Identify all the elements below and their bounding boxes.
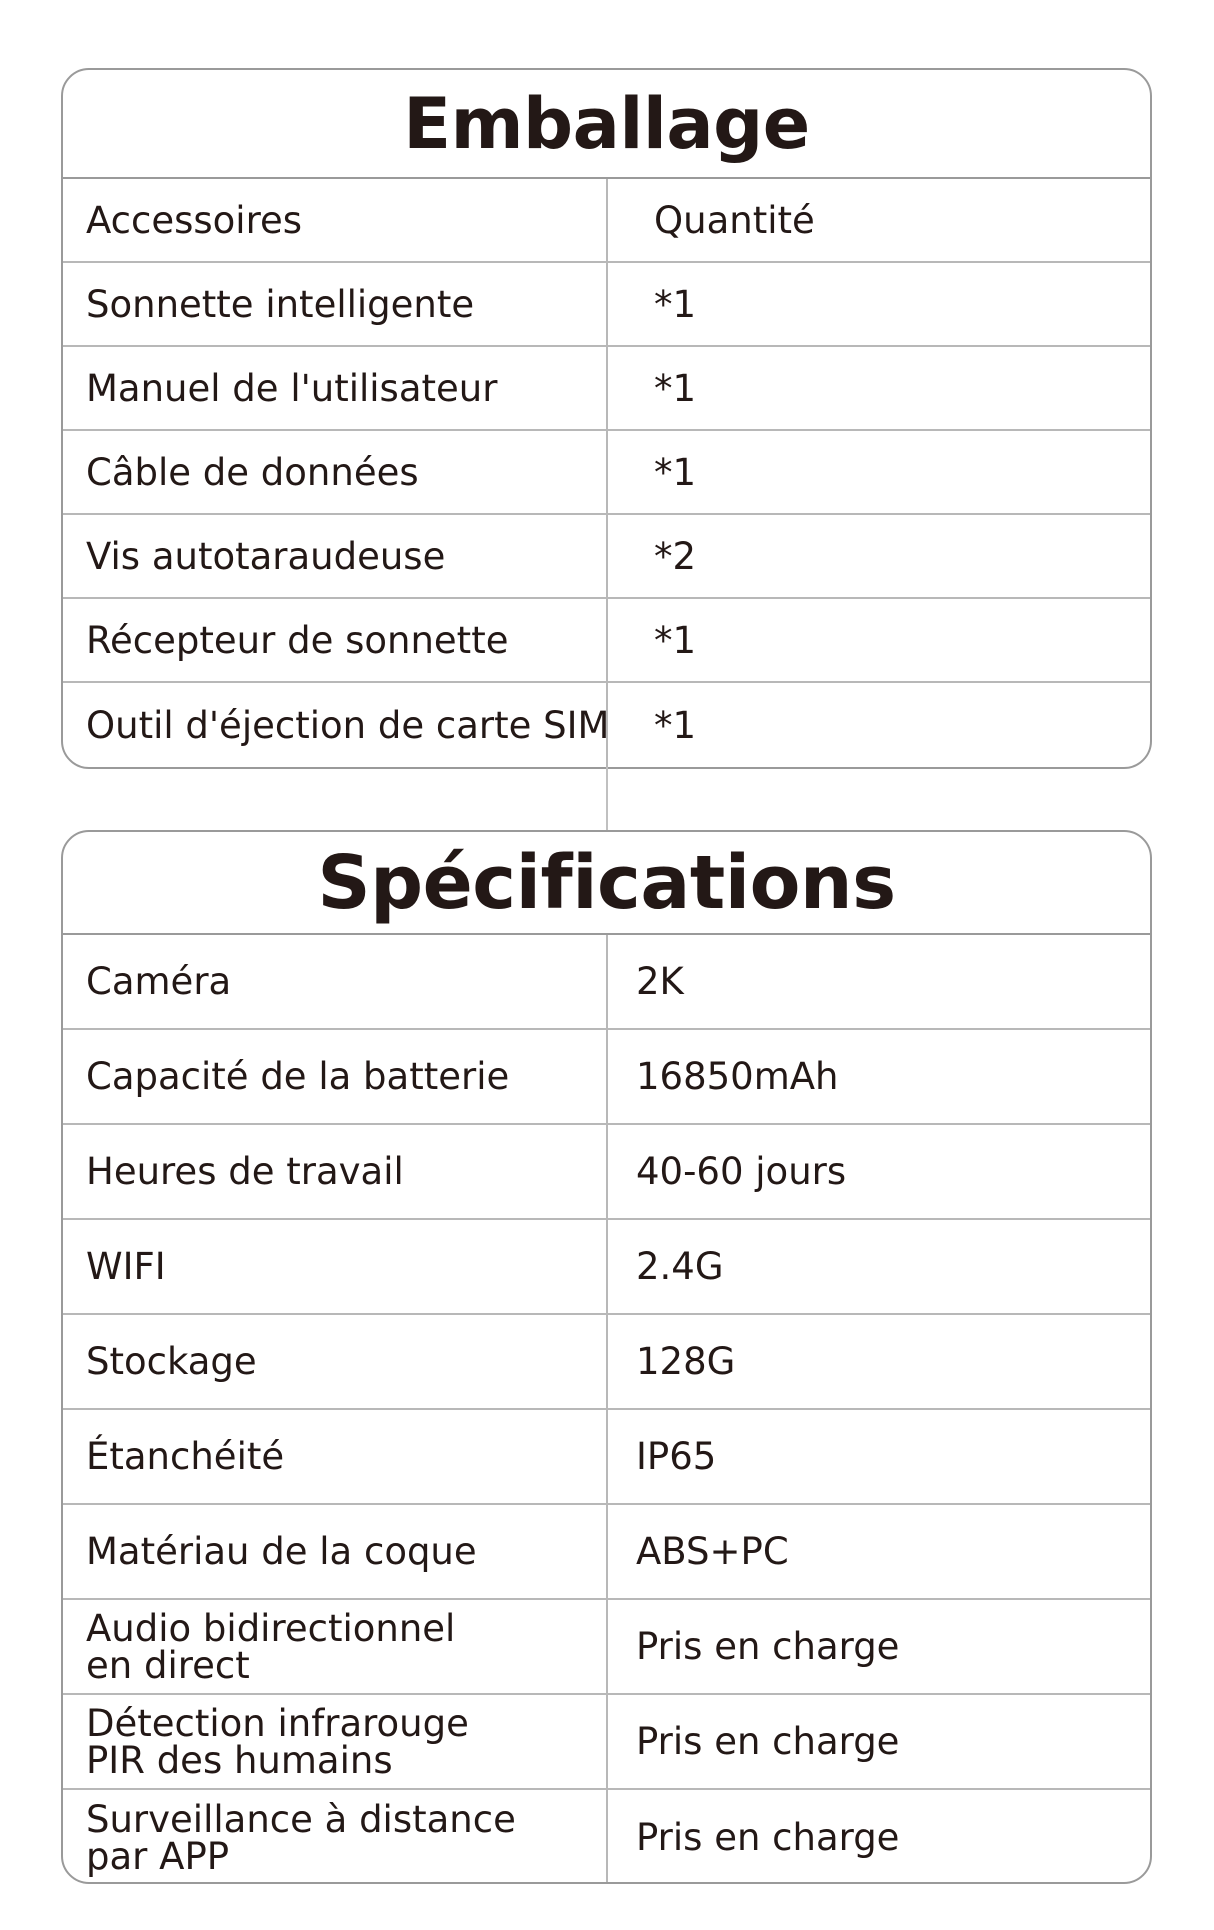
spec-value: 40-60 jours [636, 1150, 847, 1193]
spec-label: Matériau de la coque [63, 1505, 608, 1598]
table-row [63, 431, 1150, 515]
accessory-name: Vis autotaraudeuse [63, 515, 608, 597]
spec-value: 2K [636, 960, 684, 1003]
table-row [63, 599, 1150, 683]
packaging-header-quantity: Quantité [654, 198, 815, 242]
packaging-header-row [63, 179, 1150, 263]
column-divider-overhang [606, 767, 608, 830]
accessory-name: Câble de données [63, 431, 608, 513]
accessory-name: Récepteur de sonnette [63, 599, 608, 681]
table-row [63, 1790, 1150, 1884]
spec-value: 2.4G [636, 1245, 724, 1288]
spec-label: Stockage [63, 1315, 608, 1408]
spec-value: ABS+PC [636, 1530, 789, 1573]
accessory-quantity: *1 [654, 703, 697, 747]
table-row [63, 683, 1150, 767]
spec-value: Pris en charge [636, 1816, 900, 1859]
table-row [63, 347, 1150, 431]
table-row [63, 263, 1150, 347]
specifications-table [61, 830, 1152, 1884]
spec-label: Surveillance à distance par APP [63, 1790, 608, 1884]
table-row [63, 1600, 1150, 1695]
spec-label: Audio bidirectionnel en direct [63, 1600, 608, 1693]
packaging-table [61, 68, 1152, 769]
spec-label: WIFI [63, 1220, 608, 1313]
table-row [63, 1695, 1150, 1790]
spec-label: Heures de travail [63, 1125, 608, 1218]
spec-value: Pris en charge [636, 1625, 900, 1668]
spec-label: Capacité de la batterie [63, 1030, 608, 1123]
spec-value: 16850mAh [636, 1055, 839, 1098]
accessory-name: Manuel de l'utilisateur [63, 347, 608, 429]
specifications-title: Spécifications [63, 832, 1150, 935]
table-row [63, 1220, 1150, 1315]
accessory-name: Outil d'éjection de carte SIM [63, 683, 608, 767]
spec-value: Pris en charge [636, 1720, 900, 1763]
table-row [63, 1030, 1150, 1125]
spec-label: Caméra [63, 935, 608, 1028]
table-row [63, 1315, 1150, 1410]
spec-label: Détection infrarouge PIR des humains [63, 1695, 608, 1788]
accessory-quantity: *1 [654, 366, 697, 410]
packaging-title: Emballage [63, 70, 1150, 179]
table-row [63, 1410, 1150, 1505]
accessory-quantity: *1 [654, 450, 697, 494]
accessory-name: Sonnette intelligente [63, 263, 608, 345]
accessory-quantity: *1 [654, 282, 697, 326]
table-row [63, 935, 1150, 1030]
accessory-quantity: *1 [654, 618, 697, 662]
spec-value: IP65 [636, 1435, 717, 1478]
packaging-header-accessories: Accessoires [63, 179, 608, 261]
table-row [63, 1505, 1150, 1600]
table-row [63, 515, 1150, 599]
accessory-quantity: *2 [654, 534, 697, 578]
table-row [63, 1125, 1150, 1220]
spec-value: 128G [636, 1340, 736, 1383]
spec-label: Étanchéité [63, 1410, 608, 1503]
